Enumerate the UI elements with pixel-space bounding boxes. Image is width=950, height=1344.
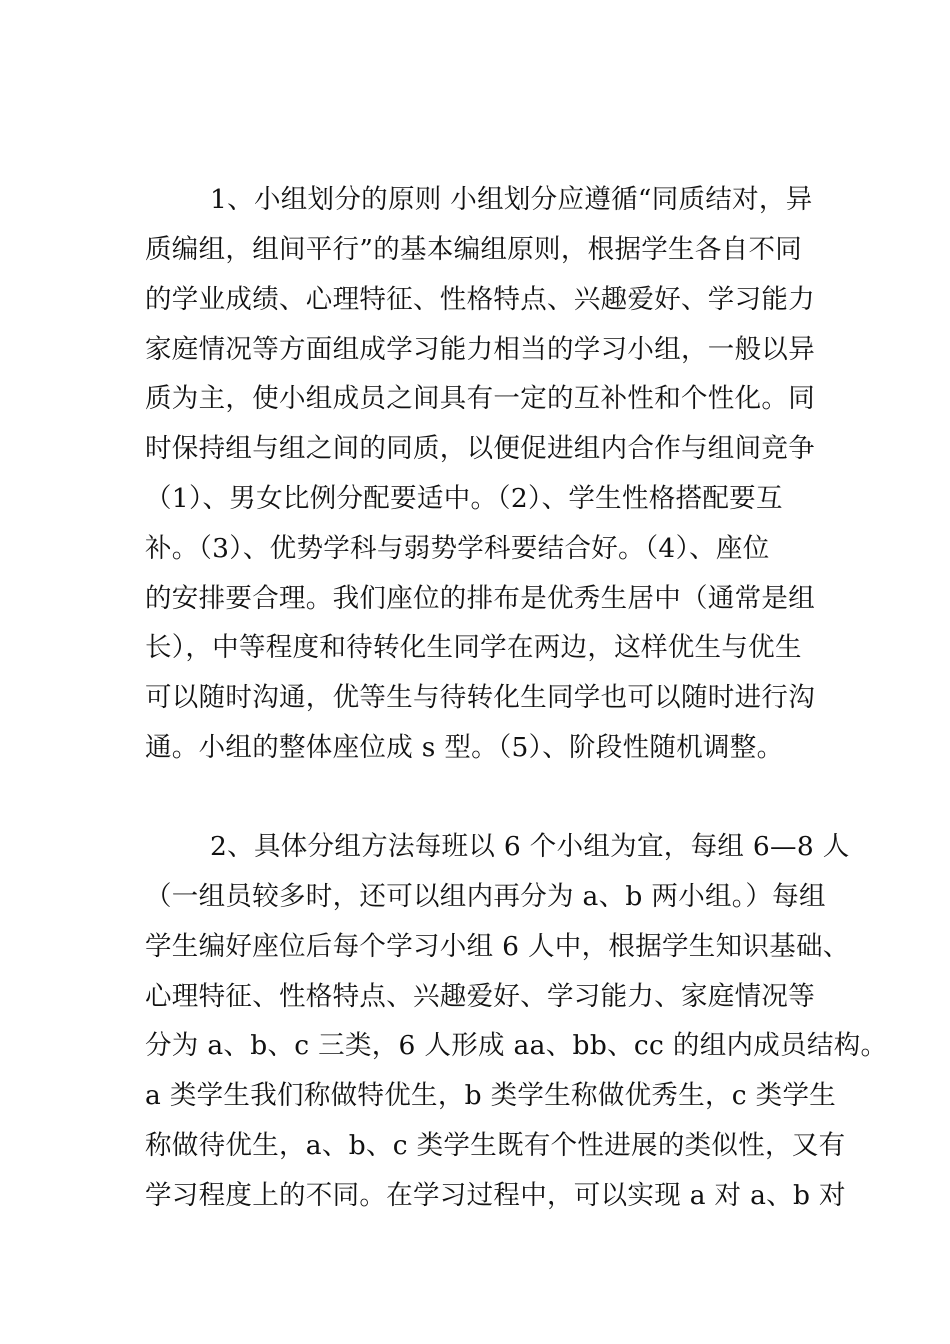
paragraph-2-line-8: 学习程度上的不同。在学习过程中，可以实现 a 对 a、b 对 bbox=[145, 1180, 846, 1211]
paragraph-1-line-5: 质为主，使小组成员之间具有一定的互补性和个性化。同 bbox=[145, 383, 815, 414]
paragraph-2-line-7: 称做待优生，a、b、c 类学生既有个性进展的类似性，又有 bbox=[145, 1130, 846, 1161]
paragraph-1-line-6: 时保持组与组之间的同质，以便促进组内合作与组间竞争 bbox=[145, 433, 815, 464]
paragraph-2-line-2: （一组员较多时，还可以组内再分为 a、b 两小组。）每组 bbox=[145, 881, 826, 912]
paragraph-2-line-1: 2、具体分组方法每班以 6 个小组为宜，每组 6—8 人 bbox=[210, 831, 850, 862]
paragraph-1-line-11: 可以随时沟通，优等生与待转化生同学也可以随时进行沟 bbox=[145, 682, 815, 713]
paragraph-1-line-2: 质编组，组间平行”的基本编组原则，根据学生各自不同 bbox=[145, 234, 803, 265]
paragraph-1-line-3: 的学业成绩、心理特征、性格特点、兴趣爱好、学习能力 bbox=[145, 284, 815, 315]
paragraph-2-line-3: 学生编好座位后每个学习小组 6 人中，根据学生知识基础、 bbox=[145, 931, 850, 962]
paragraph-1-line-12: 通。小组的整体座位成 s 型。（5）、阶段性随机调整。 bbox=[145, 732, 784, 763]
paragraph-1-line-9: 的安排要合理。我们座位的排布是优秀生居中（通常是组 bbox=[145, 583, 815, 614]
paragraph-1-line-8: 补。（3）、优势学科与弱势学科要结合好。（4）、座位 bbox=[145, 533, 770, 564]
paragraph-2-line-4: 心理特征、性格特点、兴趣爱好、学习能力、家庭情况等 bbox=[145, 981, 815, 1012]
paragraph-1-line-1: 1、小组划分的原则 小组划分应遵循“同质结对，异 bbox=[210, 184, 813, 215]
paragraph-2-line-6: a 类学生我们称做特优生，b 类学生称做优秀生，c 类学生 bbox=[145, 1080, 837, 1111]
paragraph-2-line-5: 分为 a、b、c 三类，6 人形成 aa、bb、cc 的组内成员结构。 bbox=[145, 1030, 888, 1061]
paragraph-1-line-10: 长），中等程度和待转化生同学在两边，这样优生与优生 bbox=[145, 632, 802, 663]
paragraph-1-line-7: （1）、男女比例分配要适中。（2）、学生性格搭配要互 bbox=[145, 483, 783, 514]
paragraph-1-line-4: 家庭情况等方面组成学习能力相当的学习小组，一般以异 bbox=[145, 334, 815, 365]
